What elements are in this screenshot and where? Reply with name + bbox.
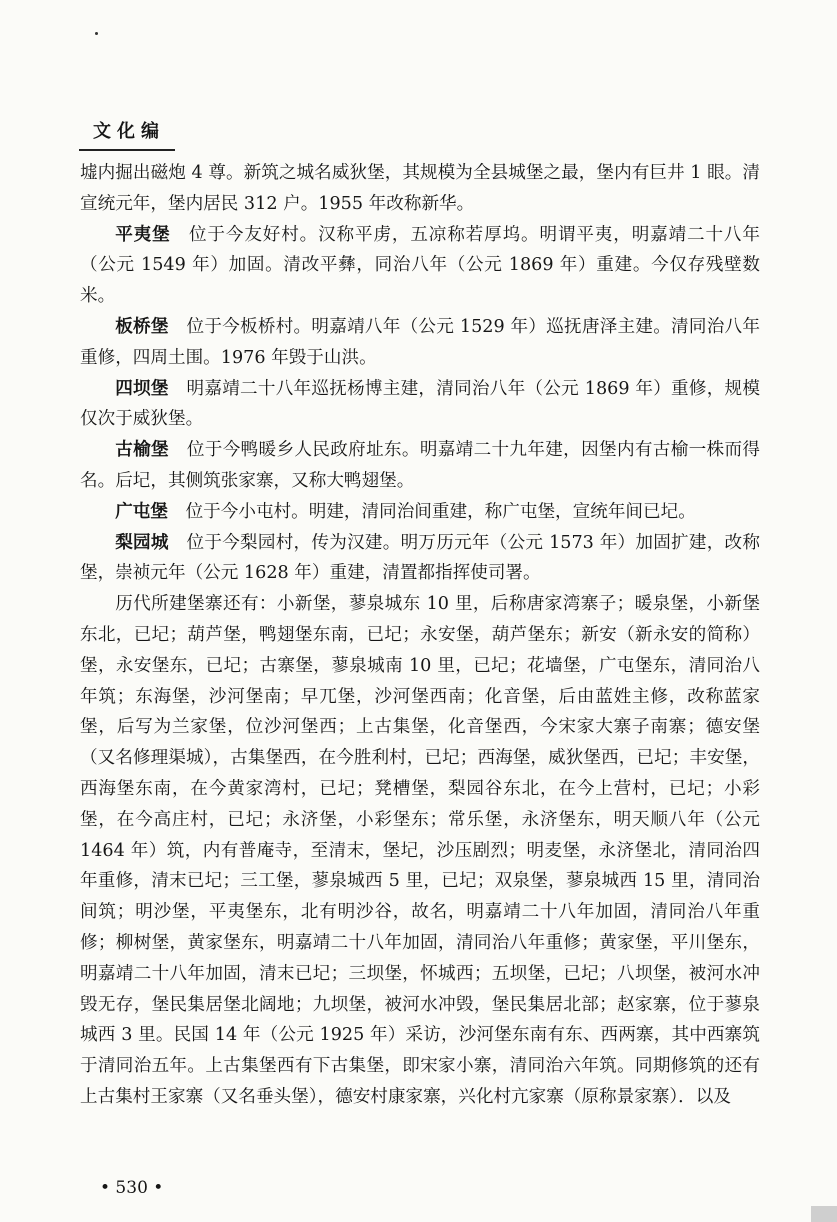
section-header: 文化编 <box>79 117 175 151</box>
site-name: 平夷堡 <box>115 224 171 245</box>
site-name: 古榆堡 <box>115 440 169 461</box>
site-name: 板桥堡 <box>115 316 169 337</box>
paragraph-text: 历代所建堡寨还有：小新堡，蓼泉城东 10 里，后称唐家湾寨子；暖泉堡，小新堡东北，已圮；葫芦堡，鸭翅堡东南，已圮；永安堡，葫芦堡东；新安（新永安的简称）堡，永安堡东，已圮；古寨堡，蓼泉城南 10 里，已圮；花墙堡，广屯堡东，清同治八年筑；东海堡，沙河堡南；早兀堡，沙河堡西南；化音堡，后由蓝姓主修，改称蓝家堡，后写为兰家堡，位沙河堡西；上古集堡，化音堡西，今宋家大寨子南寨；德安堡（又名修理渠城），古集堡西，在今胜利村，已圮；西海堡，威狄堡西，已圮；丰安堡，西海堡东南，在今黄家湾村，已圮；凳槽堡，梨园谷东北，在今上营村，已圮；小彩堡，在今高庄村，已圮；永济堡，小彩堡东；常乐堡，永济堡东，明天顺八年（公元 1464 年）筑，内有普庵寺，至清末，堡圮，沙压剧烈；明麦堡，永济堡北，清同治四年重修，清末已圮；三工堡，蓼泉城西 5 里，已圮；双泉堡，蓼泉城西 15 里，清同治间筑；明沙堡，平夷堡东，北有明沙谷，故名，明嘉靖二十八年加固，清同治八年重修；柳树堡，黄家堡东，明嘉靖二十八年加固，清同治八年重修；黄家堡，平川堡东，明嘉靖二十八年加固，清末已圮；三坝堡，怀城西；五坝堡，已圮；八坝堡，被河水冲毁无存，堡民集居堡北阔地；九坝堡，被河水冲毁，堡民集居北部；赵家寨，位于蓼泉城西 3 里。民国 14 年（公元 1925 年）采访，沙河堡东南有东、西两寨，其中西寨筑于清同治五年。上古集堡西有下古集堡，即宋家小寨，清同治六年筑。同期修筑的还有上古集村王家寨（又名垂头堡），德安村康家寨，兴化村亢家寨（原称景家寨）．以及 <box>80 594 760 1107</box>
page-number: • 530 • <box>100 1178 164 1198</box>
scan-edge <box>811 1206 837 1222</box>
paragraph-text: 位于今梨园村，传为汉建。明万历元年（公元 1573 年）加固扩建，改称堡，崇祯元年（公元 1628 年）重建，清置都指挥使司署。 <box>80 532 760 584</box>
paragraph-liyuan-city <box>80 528 760 590</box>
paragraph-text: 位于今板桥村。明嘉靖八年（公元 1529 年）巡抚唐泽主建。清同治八年重修，四周土围。1976 年毁于山洪。 <box>80 316 760 368</box>
paragraph-text: 位于今鸭暖乡人民政府址东。明嘉靖二十九年建，因堡内有古榆一株而得名。后圮，其侧筑张家寨，又称大鸭翅堡。 <box>80 440 760 491</box>
paragraph-guyu-fort <box>80 435 760 497</box>
paragraph-banqiao-fort <box>80 312 760 374</box>
site-name: 梨园城 <box>115 532 169 553</box>
paragraph-text: 明嘉靖二十八年巡抚杨博主建，清同治八年（公元 1869 年）重修，规模仅次于威狄堡。 <box>80 378 760 430</box>
paragraph-pingyi-fort <box>80 220 760 312</box>
site-name: 四坝堡 <box>115 378 169 399</box>
paragraph-text: 墟内掘出磁炮 4 尊。新筑之城名威狄堡，其规模为全县城堡之最，堡内有巨井 1 眼。清宣统元年，堡内居民 312 户。1955 年改称新华。 <box>80 163 760 214</box>
paragraph-text: 位于今友好村。汉称平虏，五凉称若厚坞。明谓平夷，明嘉靖二十八年（公元 1549 年）加固。清改平彝，同治八年（公元 1869 年）重建。今仅存残壁数米。 <box>80 224 760 307</box>
paragraph-0 <box>80 158 760 220</box>
scan-speck <box>95 32 98 35</box>
body-text <box>80 158 760 1113</box>
paragraph-other-forts <box>80 589 760 1113</box>
paragraph-siba-fort <box>80 374 760 436</box>
paragraph-text: 位于今小屯村。明建，清同治间重建，称广屯堡，宣统年间已圮。 <box>185 501 696 522</box>
paragraph-guangtun-fort <box>80 497 760 528</box>
site-name: 广屯堡 <box>115 501 168 522</box>
